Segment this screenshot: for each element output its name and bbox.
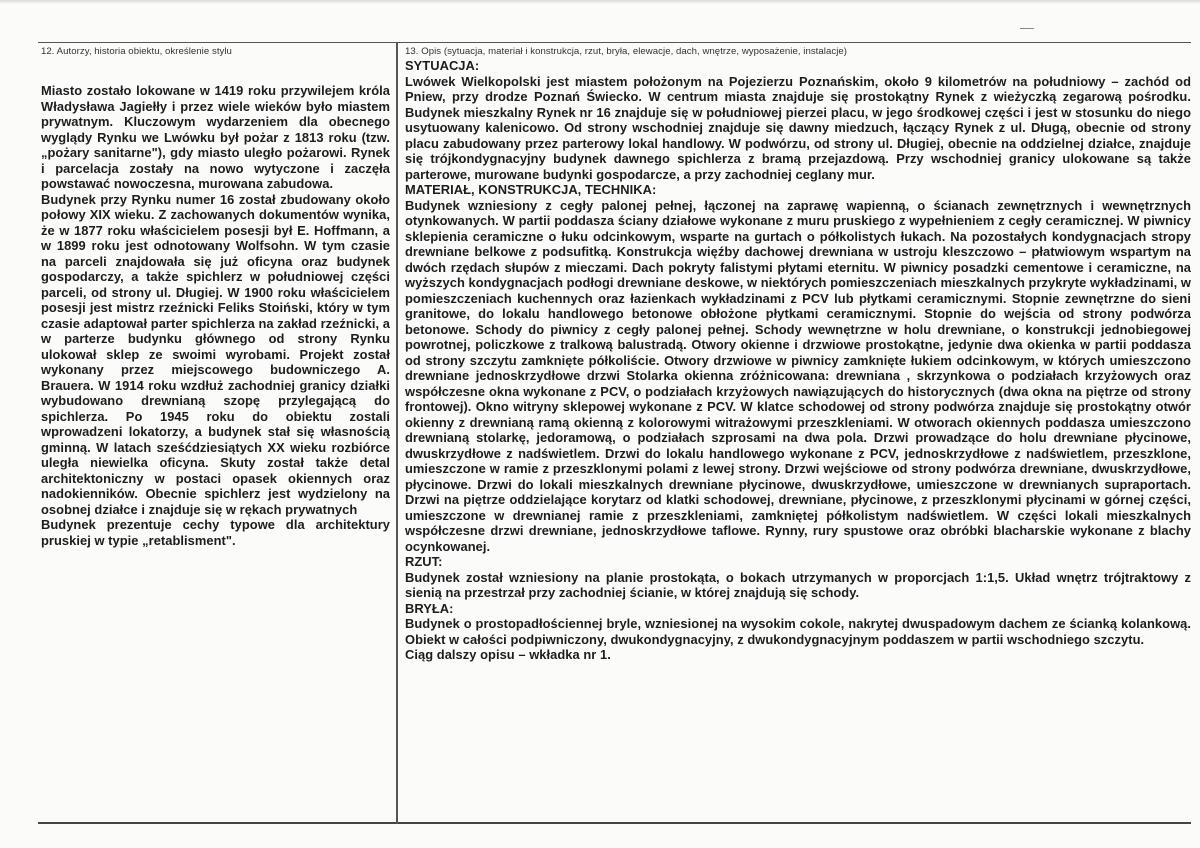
left-column [41,46,390,548]
right-column [405,46,1191,663]
section-12-heading: 12. Autorzy, historia obiektu, określenie stylu [41,46,232,57]
section-13-heading: 13. Opis (sytuacja, materiał i konstrukcja, rzut, bryła, elewacje, dach, wnętrze, wyposażenie, instalacje) [405,46,848,57]
scan-edge [0,0,1200,4]
history-paragraph-1: Miasto zostało lokowane w 1419 roku przywilejem króla Władysława Jagiełły i przez wiele wieków było miastem prywatnym. Kluczowym wydarzeniem dla obecnego wyglądy Rynku we Lwówku był pożar z 1813 roku (tzw. „pożary sanitarne"), gdy miasto uległo pożarowi. Rynek i parcelacja zostały na nowo wytyczone i zaczęła powstawać nowoczesna, murowana zabudowa. [41,83,390,191]
section-text-material: Budynek wzniesiony z cegły palonej pełnej, łączonej na zaprawę wapienną, o ścianach zewnętrznych i wewnętrznych otynkowanych. W partii poddasza ściany działowe wykonane z muru pruskiego z wypełnieniem z cegły ceramicznej. W piwnicy sklepienia ceramiczne o łuku odcinkowym, wsparte na gurtach o półkolistych łukach. Na pozostałych kondygnacjach stropy drewniane belkowe z podsufitką. Konstrukcja więźby dachowej drewniana w ustroju kleszczowo – płatwiowym wspartym na dwóch rzędach słupów z mieczami. Dach pokryty falistymi płytami eternitu. W piwnicy posadzki cementowe i ceramiczne, na wyższych kondygnacjach podłogi drewniane deskowe, w niektórych pomieszczeniach mieszkalnych przykryte wykładzinami, w pomieszczeniach kuchennych oraz łazienkach wykładzinami z PCV lub płytkami ceramicznymi. Stopnie zewnętrzne do sieni granitowe, do lokalu handlowego betonowe obłożone płytkami ceramicznymi. Stopnie do wejścia od strony podwórza betonowe. Schody do piwnicy z cegły palonej pełnej. Schody wewnętrzne w holu drewniane, o konstrukcji jednobiegowej powrotnej, policzkowe z tralkową balustradą. Otwory okienne i drzwiowe prostokątne, jedynie dwa okienka w partii poddasza od strony szczytu zamknięte półkoliście. Otwory drzwiowe w piwnicy zamknięte łukiem odcinkowym, w których umieszczono drewniane jednoskrzydłowe drzwi Stolarka okienna zróżnicowana: drewniana , skrzynkowa o podziałach krzyżowych oraz współczesne okna wykonane z PCV, o podziałach krzyżowych nawiązujących do historycznych (dwa okna na piętrze od strony frontowej). Okno witryny sklepowej wykonane z PCV. W klatce schodowej od strony podwórza znajduje się prostokątny otwór okienny z drewnianą ramą okienną z kolorowymi witrażowymi przeszkleniami. W otworach okiennych poddasza umieszczono drewnianą stolarkę, jedoramową, o podziałach szprosami na dwa pola. Drzwi prowadzące do holu drewniane płycinowe, dwuskrzydłowe z nadświetlem. Drzwi do lokalu handlowego wykonane z PCV, jednoskrzydłowe z nadświetlem, przeszklone, umieszczone w ramie z przeszklonymi polami z lewej strony. Drzwi wejściowe od strony podwórza drewniane, dwuskrzydłowe, płycinowe. Drzwi do lokali mieszkalnych drewniane płycinowe, dwuskrzydłowe, umieszczone w drewnianych supraportach. Drzwi na piętrze oddzielające korytarz od klatki schodowej, drewniane, płycinowe, z przeszklonymi płycinami w górnej części, umieszczone w drewnianej ramie z przeszkleniami, zamkniętej półkolistym nadświetlem. W części lokali mieszkalnych współczesne drzwi drewniane, jednoskrzydłowe taflowe. Rynny, rury spustowe oraz obróbki blacharskie wykonane z blachy ocynkowanej. [405,197,1191,554]
section-text-bryla: Budynek o prostopadłościennej bryle, wzniesionej na wysokim cokole, nakrytej dwuspadowym dachem ze ścianką kolankową. Obiekt w całości podpiwniczony, dwukondygnacyjny, z dwukondygnacyjnym poddaszem w partii wschodniego szczytu. [405,616,1191,647]
section-text-rzut: Budynek został wzniesiony na planie prostokąta, o bokach utrzymanych w proporcjach 1:1,5. Układ wnętrz trójtraktowy z sienią na przestrzał przy zachodniej ścianie, w której znajdują się schody. [405,569,1191,600]
continuation-note: Ciąg dalszy opisu – wkładka nr 1. [405,647,611,662]
column-divider [396,42,398,824]
section-title-sytuacja: SYTUACJA: [405,58,480,73]
section-title-material: MATERIAŁ, KONSTRUKCJA, TECHNIKA: [405,182,657,197]
history-paragraph-3: Budynek prezentuje cechy typowe dla architektury pruskiej w typie „retablisment". [41,517,390,548]
section-text-sytuacja: Lwówek Wielkopolski jest miastem położonym na Pojezierzu Poznańskim, około 9 kilometrów na południowy – zachód od Pniew, przy drodze Poznań Świecko. W centrum miasta znajduje się prostokątny Rynek z wieżyczką zegarową pośrodku. Budynek mieszkalny Rynek nr 16 znajduje się w południowej pierzei placu, w jego środkowej części i jest w stosunku do niego usytuowany kalenicowo. Od strony wschodniej znajduje się dawny miedzuch, łączący Rynek z ul. Długą, obecnie od strony placu zabudowany przez parterowy lokal handlowy. W podwórzu, od strony ul. Długiej, obecnie na oddzielnej działce, znajduje się trójkondygnacyjny budynek dawnego spichlerza z bramą przejazdową. Przy wschodniej granicy ulokowane są także parterowe, murowane budynki gospodarcze, a przy zachodniej ceglany mur. [405,73,1191,182]
history-paragraph-2: Budynek przy Rynku numer 16 został zbudowany około połowy XIX wieku. Z zachowanych dokumentów wynika, że w 1877 roku właścicielem posesji był E. Hoffmann, a w 1899 roku jest odnotowany Wolfsohn. W tym czasie na parceli znajdowała się już oficyna oraz budynek gospodarczy, a także spichlerz w południowej części parceli, od strony ul. Długiej. W 1900 roku właścicielem posesji jest mistrz rzeźnicki Feliks Stoiński, który w tym czasie adaptował parter spichlerza na zakład rzeźnicki, a w parterze budynku głównego od strony Rynku ulokował sklep ze swoimi wyrobami. Projekt został wykonany przez miejscowego budowniczego A. Brauera. W 1914 roku wzdłuż zachodniej granicy działki wybudowano drewnianą szopę przylegającą do spichlerza. Po 1945 roku do obiektu zostali wprowadzeni lokatorzy, a budynek stał się własnością gminną. W latach sześćdziesiątych XX wieku rozbiórce uległa niewielka oficyna. Skuty został także detal architektoniczny w postaci opasek okiennych oraz nadokienników. Obecnie spichlerz jest wydzielony na osobnej działce i znajduje się w rękach prywatnych [41,191,390,517]
section-title-bryla: BRYŁA: [405,600,454,616]
scan-mark [1020,28,1034,29]
section-title-rzut: RZUT: [405,554,443,569]
